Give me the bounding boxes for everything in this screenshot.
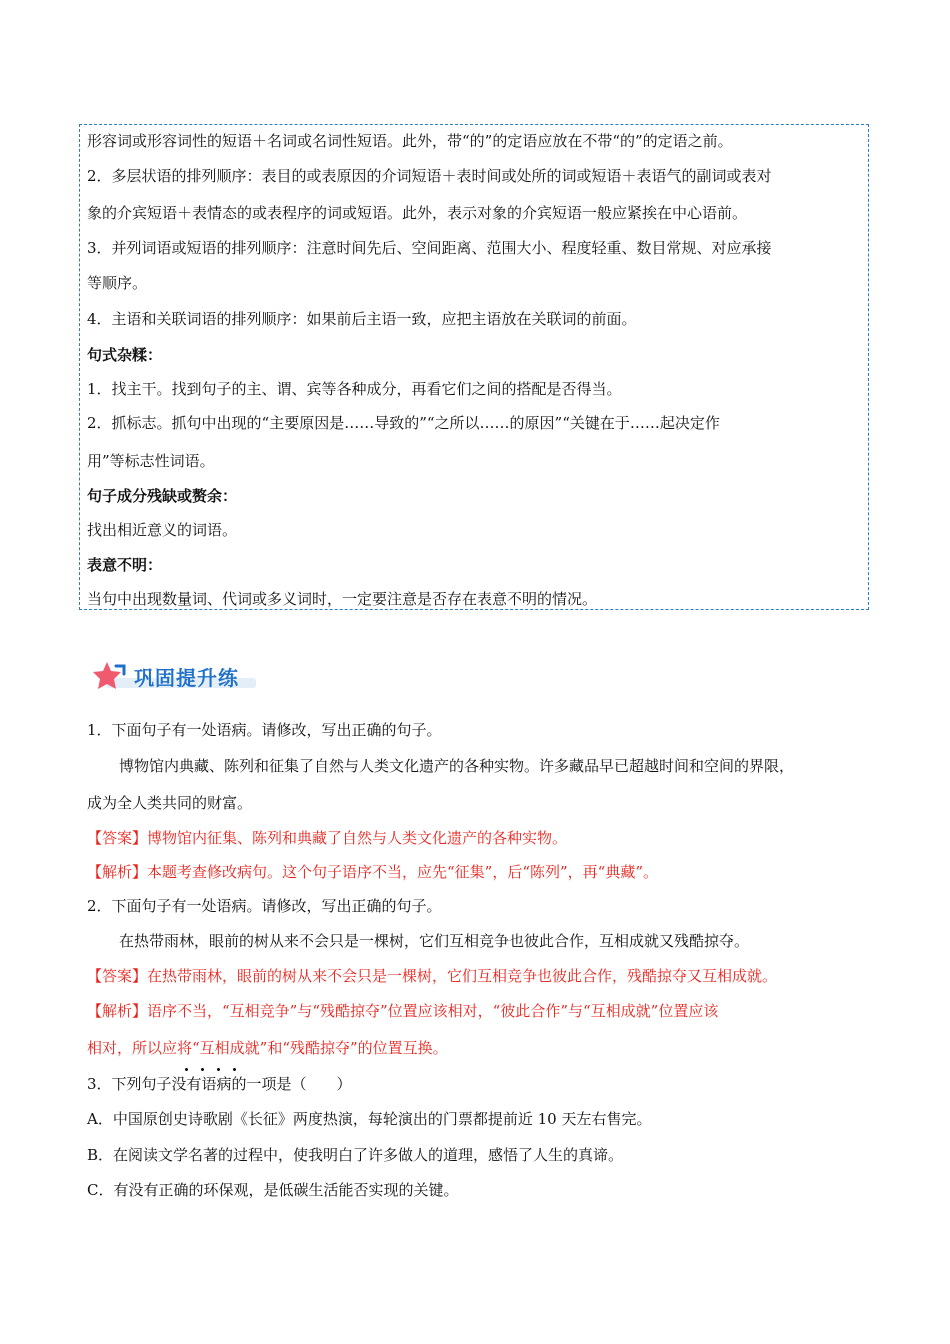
emphasis-dot — [217, 1068, 220, 1071]
section-title: 巩固提升练 — [134, 666, 239, 690]
tip-line: 4．主语和关联词语的排列顺序：如果前后主语一致，应把主语放在关联词的前面。 — [87, 310, 637, 328]
question-1-stem: 1．下面句子有一处语病。请修改，写出正确的句子。 — [87, 721, 442, 739]
tip-line: 3．并列词语或短语的排列顺序：注意时间先后、空间距离、范围大小、程度轻重、数目常规、对应承接 — [87, 239, 772, 257]
tip-heading: 句式杂糅： — [87, 346, 163, 364]
question-1-text: 成为全人类共同的财富。 — [87, 794, 253, 812]
emphasis-dot — [185, 1068, 188, 1071]
question-2-analysis: 相对，所以应将“互相成就”和“残酷掠夺”的位置互换。 — [87, 1039, 448, 1057]
tip-heading: 句子成分残缺或赘余： — [87, 487, 238, 505]
tip-line: 2．多层状语的排列顺序：表目的或表原因的介词短语＋表时间或处所的词或短语＋表语气的副词或表对 — [87, 167, 772, 185]
question-2-analysis: 【解析】语序不当，“互相竞争”与“残酷掠夺”位置应该相对，“彼此合作”与“互相成就”位置应该 — [87, 1002, 719, 1020]
question-2-answer: 【答案】在热带雨林，眼前的树从来不会只是一棵树，它们互相竞争也彼此合作，残酷掠夺又互相成就。 — [87, 967, 778, 985]
question-3-stem: 3．下列句子没有语病的一项是（ ） — [87, 1075, 352, 1093]
option-b: B．在阅读文学名著的过程中，使我明白了许多做人的道理，感悟了人生的真谛。 — [87, 1146, 624, 1164]
tip-line: 用”等标志性词语。 — [87, 452, 215, 470]
tip-line: 当句中出现数量词、代词或多义词时，一定要注意是否存在表意不明的情况。 — [87, 590, 598, 608]
question-1-text: 博物馆内典藏、陈列和征集了自然与人类文化遗产的各种实物。许多藏品早已超越时间和空间的界限， — [119, 757, 795, 775]
tip-line: 等顺序。 — [87, 274, 148, 292]
question-2-stem: 2．下面句子有一处语病。请修改，写出正确的句子。 — [87, 897, 442, 915]
tip-line: 2．抓标志。抓句中出现的“主要原因是……导致的”“之所以……的原因”“关键在于……起决定作 — [87, 414, 720, 432]
question-1-answer: 【答案】博物馆内征集、陈列和典藏了自然与人类文化遗产的各种实物。 — [87, 829, 568, 847]
question-1-analysis: 【解析】本题考查修改病句。这个句子语序不当，应先“征集”，后“陈列”，再“典藏”。 — [87, 863, 659, 881]
section-header — [92, 660, 272, 692]
question-2-text: 在热带雨林，眼前的树从来不会只是一棵树，它们互相竞争也彼此合作，互相成就又残酷掠夺。 — [119, 932, 750, 950]
star-icon — [92, 660, 126, 692]
tip-line: 象的介宾短语＋表情态的或表程序的词或短语。此外，表示对象的介宾短语一般应紧挨在中心语前。 — [87, 204, 748, 222]
emphasis-dot — [233, 1068, 236, 1071]
emphasis-dot — [201, 1068, 204, 1071]
option-c: C．有没有正确的环保观，是低碳生活能否实现的关键。 — [87, 1181, 459, 1199]
tip-heading: 表意不明： — [87, 556, 163, 574]
tip-line: 找出相近意义的词语。 — [87, 521, 238, 539]
tip-line: 1．找主干。找到句子的主、谓、宾等各种成分，再看它们之间的搭配是否得当。 — [87, 380, 622, 398]
option-a: A．中国原创史诗歌剧《长征》两度热演，每轮演出的门票都提前近 10 天左右售完。 — [87, 1110, 652, 1128]
tip-line: 形容词或形容词性的短语＋名词或名词性短语。此外，带“的”的定语应放在不带“的”的定语之前。 — [87, 132, 733, 150]
